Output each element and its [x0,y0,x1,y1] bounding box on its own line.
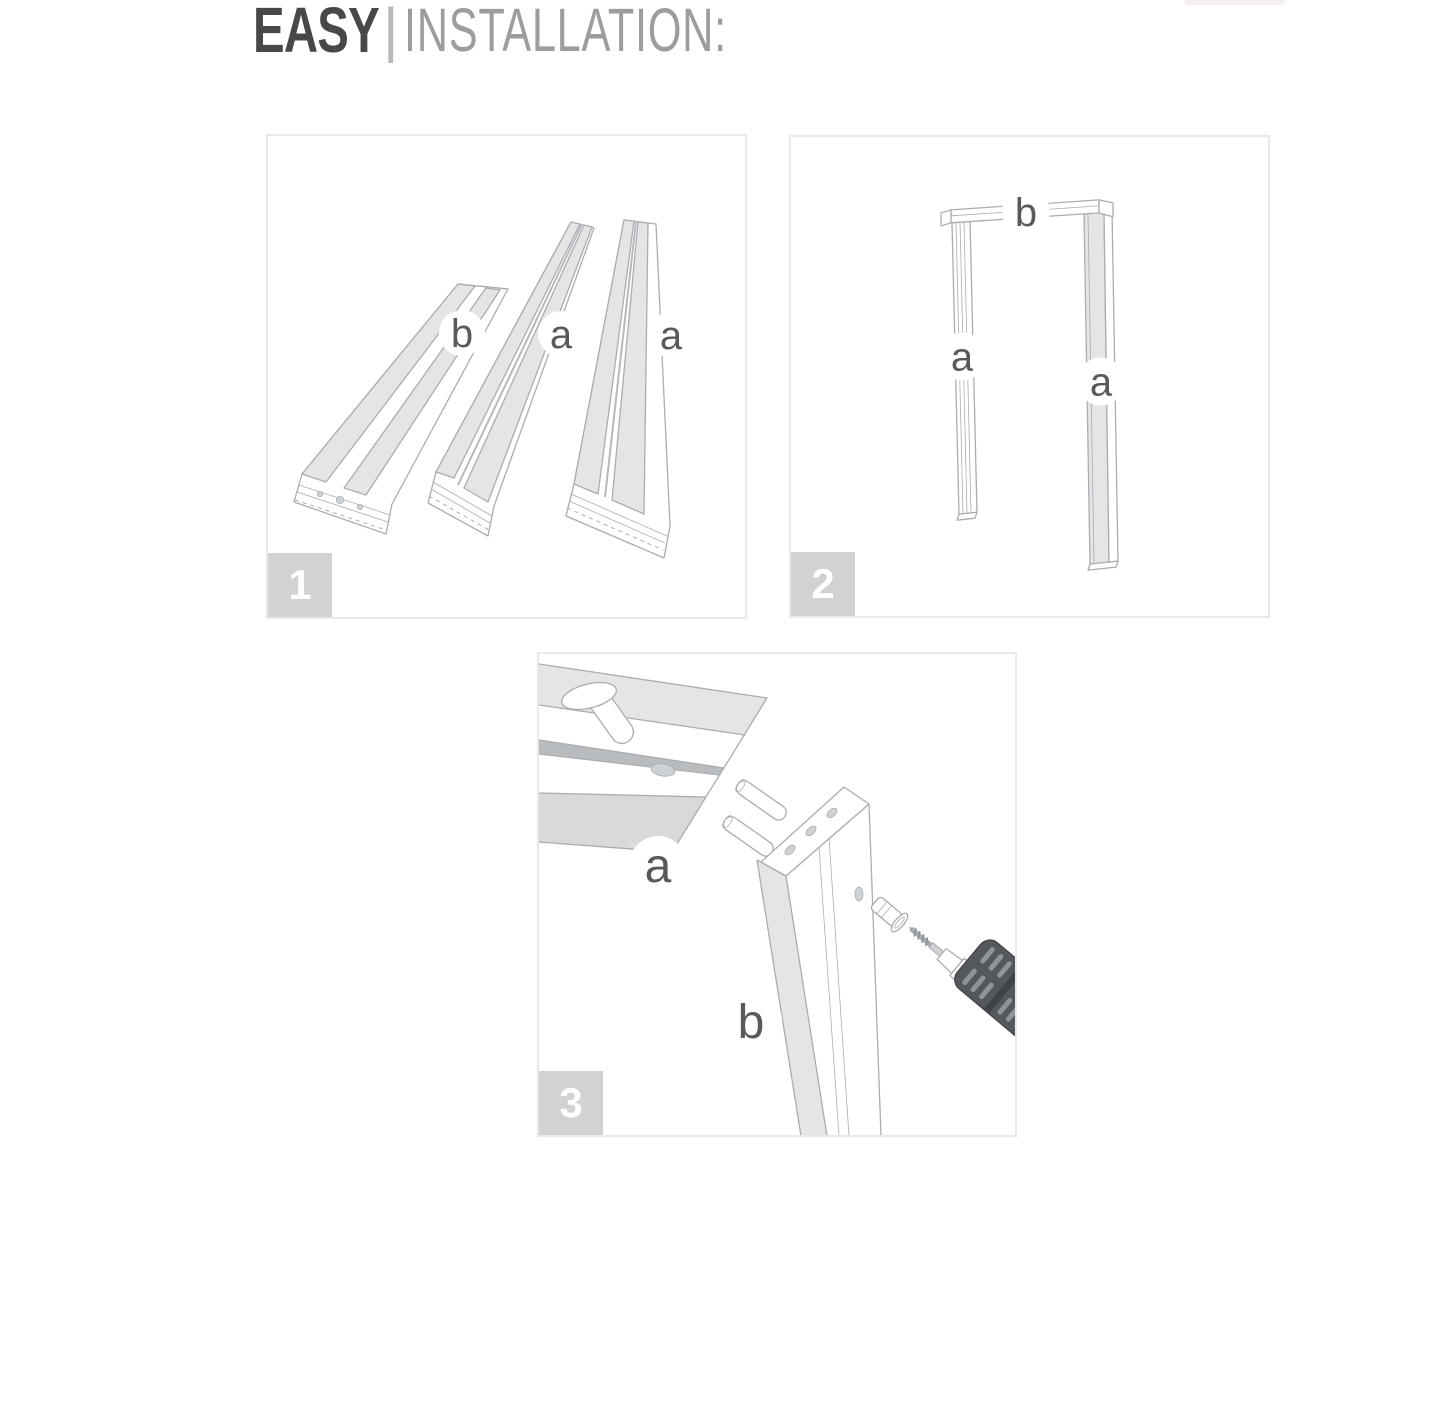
screw-hole-icon [357,504,362,509]
step-panel-3 [537,652,1017,1137]
step-number-badge: 1 [268,553,332,617]
page-title [0,0,1440,90]
title-primary: EASY [253,0,380,66]
part-label-b [1002,188,1050,236]
label-text: b [737,996,765,1049]
label-text: a [644,840,672,893]
step-number-badge: 3 [539,1071,603,1135]
dowel-icon [734,778,789,823]
label-text: a [659,314,683,358]
screw-icon [906,924,933,949]
step-1-illustration [268,136,745,617]
step-2-illustration [791,137,1268,616]
plank-a-illustration [566,220,670,558]
step-panel-1 [266,134,747,619]
label-text: b [450,312,474,356]
label-text: b [1014,190,1038,235]
drill-chuck [950,935,1015,1043]
screw-hole-icon [855,887,863,901]
title-separator: | [383,0,399,63]
drill-icon [923,935,1015,1043]
part-label-a [538,311,584,357]
step-panel-2 [789,135,1270,618]
part-label-a [629,836,687,894]
part-label-a [1077,358,1125,406]
label-text: a [549,313,573,357]
part-label-a [938,333,986,381]
partial-logo-sliver [1185,0,1285,5]
title-secondary: INSTALLATION: [404,0,727,64]
step-3-illustration [539,654,1015,1135]
screw-hole-icon [317,491,322,496]
part-label-b [439,310,485,356]
dowel-icon [721,814,776,859]
step-number-badge: 2 [791,552,855,616]
part-label-b [720,990,782,1052]
label-text: a [950,335,974,380]
label-text: a [1089,360,1113,405]
screw-hole-icon [336,496,343,503]
side-jamb-illustration [757,787,881,1135]
part-label-a [648,312,694,358]
